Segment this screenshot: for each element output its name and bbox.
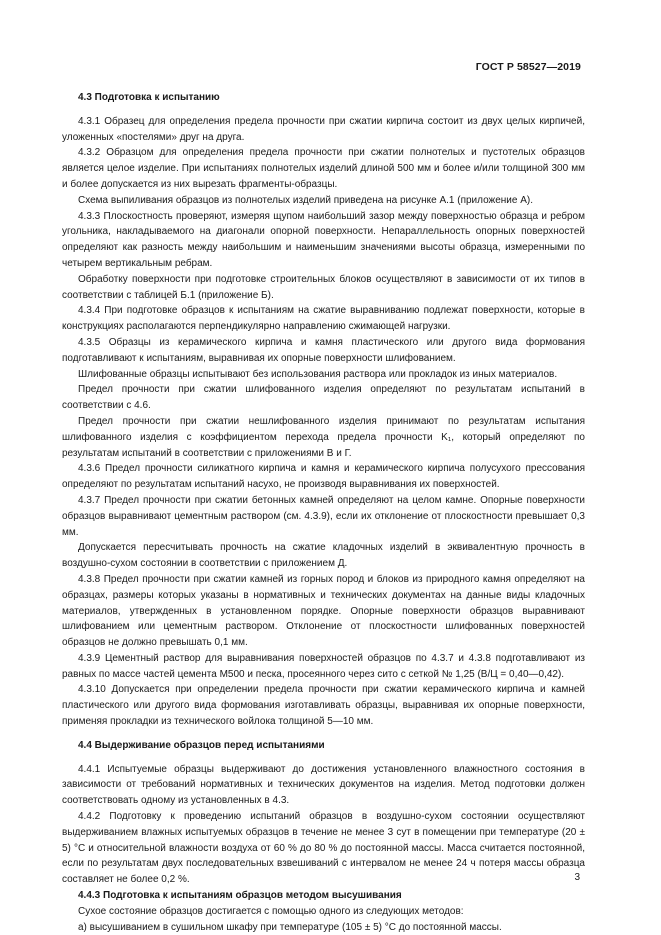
- paragraph: 4.3.6 Предел прочности силикатного кирпича и камня и керамического кирпича полусухого прессования определяют по результатам испытаний насухо, не производя выравнивания их поверхностей.: [62, 463, 585, 491]
- paragraph: Шлифованные образцы испытывают без использования раствора или прокладок из иных материалов.: [78, 368, 558, 380]
- section-heading: 4.3 Подготовка к испытанию: [78, 92, 220, 103]
- paragraph: 4.3.4 При подготовке образцов к испытаниям на сжатие выравниванию подлежат поверхности, которые в конструкциях располагаются перпендикулярно направлению сжимающей нагрузки.: [62, 305, 585, 333]
- paragraph: Сухое состояние образцов достигается с помощью одного из следующих методов:: [78, 905, 464, 917]
- page-number: 3: [574, 872, 580, 883]
- paragraph: 4.3.8 Предел прочности при сжатии камней из горных пород и блоков из природного камня определяют на образцах, размеры которых указаны в нормативных и технических документах на данные виды кладочных материалов, утвержденных в установленном порядке. Опорные поверхности образцов выравнивают шлифованием или цементным раствором. Отклонение от плоскостности шлифованных поверхностей образцов не должно превышать 0,1 мм.: [62, 573, 585, 649]
- paragraph: 4.3.3 Плоскостность проверяют, измеряя щупом наибольший зазор между поверхностью образца и ребром угольника, накладываемого на диагонали опорной поверхности. Непараллельность опорных поверхностей определяют как разность между наибольшим и наименьшим значениями высоты образца, измеренными по четырем вертикальным ребрам.: [62, 210, 585, 269]
- paragraph: 4.3.7 Предел прочности при сжатии бетонных камней определяют на целом камне. Опорные поверхности образцов выравнивают цементным раствором (см. 4.3.9), если их отклонение от плоскостности превышает 0,3 мм.: [62, 494, 585, 538]
- section-heading: 4.4.3 Подготовка к испытаниям образцов методом высушивания: [78, 890, 402, 902]
- document-body: [62, 90, 585, 935]
- paragraph: Схема выпиливания образцов из полнотелых изделий приведена на рисунке А.1 (приложение А).: [78, 194, 534, 206]
- paragraph: 4.4.1 Испытуемые образцы выдерживают до достижения установленного влажностного состояния в зависимости от требований нормативных и технических документов на изделия. Метод подготовки должен соответствовать одному из установленных в 4.3.: [62, 763, 585, 807]
- paragraph: 4.3.9 Цементный раствор для выравнивания поверхностей образцов по 4.3.7 и 4.3.8 подготавливают из равных по массе частей цемента М500 и песка, просеянного через сито с сеткой № 1,25 (В/Ц = 0,40—0,42).: [62, 652, 585, 680]
- paragraph: 4.4.2 Подготовку к проведению испытаний образцов в воздушно-сухом состоянии осуществляют выдерживанием влажных испытуемых образцов в течение не менее 3 сут в помещении при температуре (20 ± 5) °С и относительной влажности воздуха от 60 % до 80 % до постоянной массы. Масса считается постоянной, если по результатам двух последовательных взвешиваний с интервалом не менее 24 ч потеря массы образца составляет не более 0,2 %.: [62, 811, 585, 886]
- paragraph: Обработку поверхности при подготовке строительных блоков осуществляют в зависимости от их типов в соответствии с таблицей Б.1 (приложение Б).: [62, 273, 585, 301]
- paragraph: Допускается пересчитывать прочность на сжатие кладочных изделий в эквивалентную прочность в воздушно-сухом состоянии в соответствии с приложением Д.: [62, 542, 585, 570]
- paragraph: а) высушиванием в сушильном шкафу при температуре (105 ± 5) °С до постоянной массы.: [78, 921, 502, 933]
- paragraph: 4.3.2 Образцом для определения предела прочности при сжатии полнотелых и пустотелых образцов является целое изделие. При испытаниях полнотелых изделий длиной 500 мм и более и/или толщиной 300 мм и более допускается из них вырезать фрагменты-образцы.: [62, 147, 585, 190]
- paragraph: 4.3.1 Образец для определения предела прочности при сжатии кирпича состоит из двух целых кирпичей, уложенных «постелями» друг на друга.: [62, 115, 585, 143]
- paragraph: 4.3.10 Допускается при определении предела прочности при сжатии керамического кирпича и камней пластического или другого вида формования изготавливать образцы, выравнивая их опорные поверхности, применяя прокладки из технического войлока толщиной 5—10 мм.: [62, 684, 585, 728]
- section-heading: 4.4 Выдерживание образцов перед испытаниями: [78, 739, 325, 751]
- document-code: ГОСТ Р 58527—2019: [475, 61, 581, 73]
- paragraph: Предел прочности при сжатии нешлифованного изделия принимают по результатам испытания шлифованного изделия с коэффициентом перехода предела прочности K₁, который определяют по результатам испытаний в соответствии с приложениями В и Г.: [62, 415, 585, 459]
- paragraph: 4.3.5 Образцы из керамического кирпича и камня пластического или другого вида формования подготавливают к испытаниям, выравнивая их опорные поверхности шлифованием.: [62, 336, 585, 364]
- paragraph: Предел прочности при сжатии шлифованного изделия определяют по результатам испытаний в соответствии с 4.6.: [62, 384, 585, 412]
